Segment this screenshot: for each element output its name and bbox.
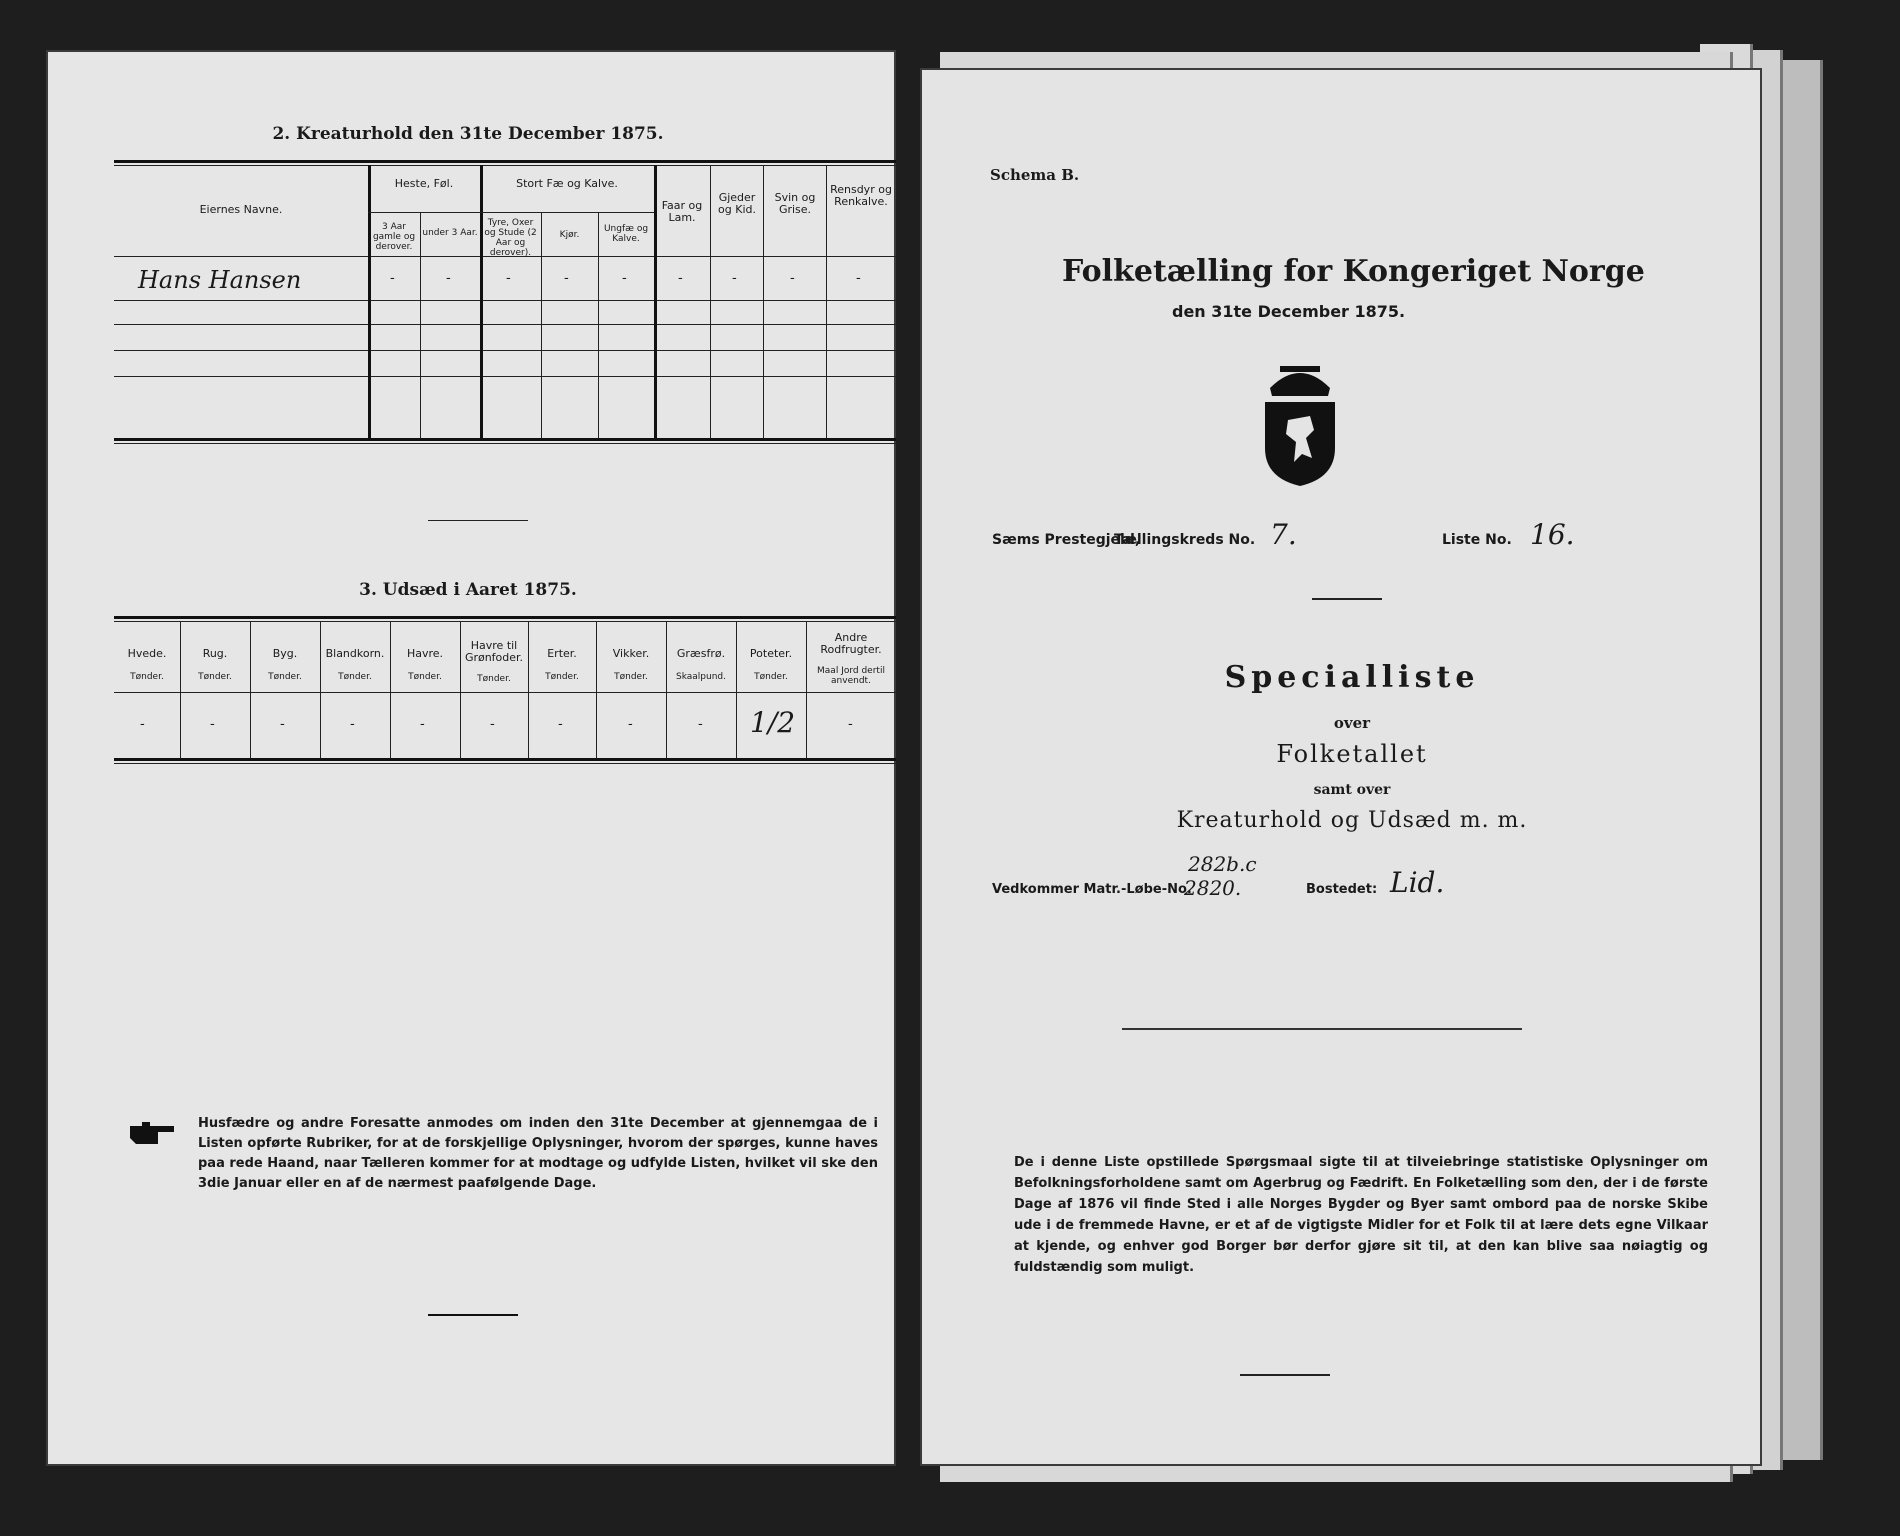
- owner-name-cell: Hans Hansen: [138, 266, 302, 294]
- livestock-cell: -: [678, 270, 683, 286]
- census-title: Folketælling for Kongeriget Norge: [1062, 254, 1645, 289]
- specialliste-heading: Specialliste: [1224, 660, 1480, 695]
- seed-cell: -: [490, 716, 495, 732]
- livestock-cell: -: [446, 270, 451, 286]
- col-gjeder-header: Gjeder og Kid.: [718, 191, 756, 216]
- seed-unit: Tønder.: [545, 672, 579, 682]
- seed-unit: Tønder.: [754, 672, 788, 682]
- over-text: over: [1333, 714, 1371, 732]
- col-heste-sub2: under 3 Aar.: [422, 228, 478, 238]
- livestock-cell: -: [622, 270, 627, 286]
- col-stortfae-header: Stort Fæ og Kalve.: [516, 177, 618, 190]
- coat-of-arms-icon: [1250, 358, 1350, 488]
- col-heste-sub1: 3 Aar gamle og derover.: [372, 222, 416, 252]
- seed-unit: Tønder.: [130, 672, 164, 682]
- seed-cell-poteter: 1/2: [750, 706, 796, 739]
- divider: [428, 1314, 518, 1316]
- seed-header-rug: Rug.: [202, 647, 228, 660]
- col-fae-sub1: Tyre, Oxer og Stude (2 Aar og derover).: [484, 218, 537, 258]
- pointing-hand-icon: [128, 1120, 178, 1146]
- seed-cell: -: [140, 716, 145, 732]
- matr-number-bottom: 2820.: [1184, 876, 1242, 900]
- seed-header-poteter: Poteter.: [749, 647, 793, 660]
- kreds-label: Tællingskreds No.: [1114, 532, 1256, 548]
- col-rensdyr-header: Rensdyr og Renkalve.: [830, 183, 892, 208]
- seed-header-blandkorn: Blandkorn.: [325, 647, 385, 660]
- seed-unit: Skaalpund.: [676, 672, 726, 682]
- bosted-value: Lid.: [1390, 866, 1445, 899]
- seed-cell: -: [698, 716, 703, 732]
- section2-title: 2. Kreaturhold den 31te December 1875.: [272, 124, 664, 144]
- livestock-cell: -: [390, 270, 395, 286]
- seed-header-byg: Byg.: [272, 647, 298, 660]
- seed-header-havre: Havre.: [406, 647, 444, 660]
- seed-header-graesfro: Græsfrø.: [676, 647, 726, 660]
- seed-header-gronfoder: Havre til Grønfoder.: [464, 639, 524, 664]
- seed-unit: Maal Jord dertil anvendt.: [817, 666, 885, 686]
- seed-header-vikker: Vikker.: [612, 647, 650, 660]
- seed-cell: -: [280, 716, 285, 732]
- seed-cell: -: [628, 716, 633, 732]
- seed-cell: -: [420, 716, 425, 732]
- livestock-cell: -: [564, 270, 569, 286]
- seed-unit: Tønder.: [198, 672, 232, 682]
- divider: [1240, 1374, 1330, 1376]
- matr-number-top: 282b.c: [1188, 852, 1257, 876]
- seed-header-hvede: Hvede.: [127, 647, 167, 660]
- col-svin-header: Svin og Grise.: [774, 191, 816, 216]
- seed-header-erter: Erter.: [547, 647, 577, 660]
- col-faar-header: Faar og Lam.: [661, 199, 703, 224]
- col-heste-header: Heste, Føl.: [394, 177, 454, 190]
- col-owner-header: Eiernes Navne.: [199, 203, 283, 216]
- info-paragraph: De i denne Liste opstillede Spørgsmaal sigte til at tilveiebringe statistiske Oplysninger om Befolkningsforholdene samt om Agerbrug og Fædrift. En Folketælling som den, der i de første Dage af 1876 vil finde Sted i alle Norges Bygder og Byer samt ombord paa de norske Skibe ude i de fremmede Havne, er et af de vigtigste Midler for et Folk til at lære dets egne Vilkaar at kjende, og enhver god Borger bør derfor gjøre sit til, at den kan blive saa nøiagtig og fuldstændig som muligt.: [1014, 1155, 1708, 1275]
- seed-cell: -: [848, 716, 853, 732]
- divider: [428, 520, 528, 521]
- livestock-cell: -: [506, 270, 511, 286]
- prestegjeld-label: Sæms Prestegjeld,: [992, 532, 1141, 548]
- samt-over-text: samt over: [1313, 782, 1391, 798]
- livestock-cell: -: [732, 270, 737, 286]
- col-fae-sub3: Ungfæ og Kalve.: [603, 224, 649, 244]
- bosted-label: Bostedet:: [1306, 882, 1378, 897]
- matr-label: Vedkommer Matr.-Løbe-No.: [992, 882, 1192, 897]
- census-date: den 31te December 1875.: [1172, 302, 1406, 321]
- seed-unit: Tønder.: [338, 672, 372, 682]
- liste-number: 16.: [1530, 518, 1575, 551]
- livestock-cell: -: [856, 270, 861, 286]
- seed-cell: -: [210, 716, 215, 732]
- col-fae-sub2: Kjør.: [559, 230, 580, 240]
- section3-title: 3. Udsæd i Aaret 1875.: [359, 580, 577, 600]
- notice-text: Husfædre og andre Foresatte anmodes om inden den 31te December at gjennemgaa de i Listen opførte Rubriker, for at de forskjellige Oplysninger, hvorom der spørges, kunne haves paa rede Haand, naar Tælleren kommer for at modtage og udfylde Listen, hvilket vil ske den 3die Januar eller en af de nærmest paafølgende Dage.: [198, 1116, 878, 1191]
- kreaturhold-text: Kreaturhold og Udsæd m. m.: [1176, 808, 1528, 833]
- seed-cell: -: [558, 716, 563, 732]
- seed-unit: Tønder.: [614, 672, 648, 682]
- seed-unit: Tønder.: [477, 674, 511, 684]
- livestock-cell: -: [790, 270, 795, 286]
- schema-label: Schema B.: [990, 166, 1080, 184]
- right-page: [922, 70, 1760, 1464]
- folketallet-text: Folketallet: [1276, 740, 1428, 768]
- liste-label: Liste No.: [1442, 532, 1512, 548]
- seed-unit: Tønder.: [408, 672, 442, 682]
- seed-unit: Tønder.: [268, 672, 302, 682]
- kreds-number: 7.: [1270, 518, 1297, 551]
- divider: [1312, 598, 1382, 600]
- left-page: [48, 52, 894, 1464]
- seed-header-rodfrugter: Andre Rodfrugter.: [820, 631, 882, 656]
- divider: [1122, 1028, 1522, 1030]
- seed-cell: -: [350, 716, 355, 732]
